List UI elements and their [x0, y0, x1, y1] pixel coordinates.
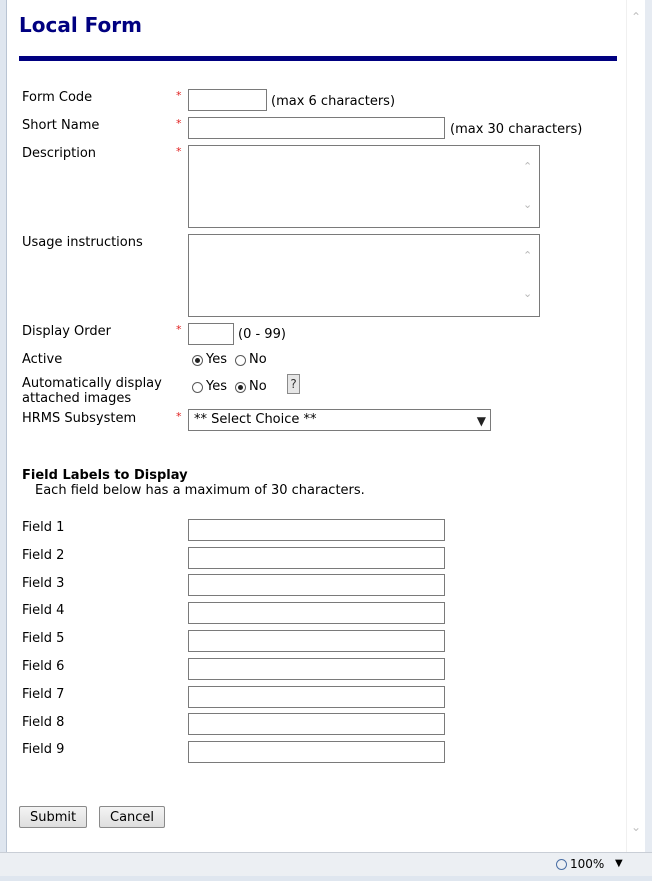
description-textarea[interactable] [188, 145, 540, 228]
required-marker: * [176, 323, 182, 336]
hrms-select[interactable] [188, 409, 491, 431]
page-title: Local Form [19, 13, 142, 37]
field-1-input[interactable] [188, 519, 445, 541]
required-marker: * [176, 117, 182, 130]
title-divider [19, 56, 617, 61]
field-labels-subtitle: Each field below has a maximum of 30 characters. [35, 483, 365, 498]
field-6-label: Field 6 [22, 659, 65, 674]
window-frame-right [645, 0, 652, 881]
hrms-label: HRMS Subsystem [22, 411, 137, 426]
field-4-input[interactable] [188, 602, 445, 624]
field-7-label: Field 7 [22, 687, 65, 702]
form-code-input[interactable] [188, 89, 267, 111]
window-frame-bottom [0, 876, 652, 881]
hrms-selected-value: ** Select Choice ** [194, 412, 317, 427]
field-2-input[interactable] [188, 547, 445, 569]
usage-textarea[interactable] [188, 234, 540, 317]
active-radio-group [192, 352, 275, 368]
zoom-control[interactable] [556, 857, 604, 871]
field-9-label: Field 9 [22, 742, 65, 757]
field-1-label: Field 1 [22, 520, 65, 535]
auto-display-label [22, 376, 162, 406]
active-yes-label[interactable]: Yes [206, 352, 227, 367]
chevron-down-icon[interactable]: ▼ [476, 414, 486, 428]
short-name-hint: (max 30 characters) [450, 122, 583, 137]
chevron-up-icon[interactable]: ⌃ [523, 160, 533, 173]
zoom-icon[interactable] [556, 859, 567, 870]
required-marker: * [176, 410, 182, 423]
field-5-input[interactable] [188, 630, 445, 652]
display-order-label: Display Order [22, 324, 111, 339]
display-order-hint: (0 - 99) [238, 327, 286, 342]
auto-display-radio-group [192, 379, 275, 395]
form-code-hint: (max 6 characters) [271, 94, 396, 109]
auto-display-no-radio[interactable] [235, 382, 246, 393]
form-page [7, 0, 626, 852]
usage-scrollbar[interactable] [520, 237, 538, 315]
auto-display-no-label[interactable]: No [249, 379, 267, 394]
window-frame-left [0, 0, 7, 881]
active-no-radio[interactable] [235, 355, 246, 366]
active-label: Active [22, 352, 63, 367]
field-5-label: Field 5 [22, 631, 65, 646]
chevron-up-icon[interactable]: ⌃ [523, 249, 533, 262]
status-bar [0, 852, 652, 876]
required-marker: * [176, 89, 182, 102]
chevron-down-icon[interactable]: ▼ [615, 858, 623, 869]
chevron-up-icon[interactable]: ⌃ [631, 10, 642, 24]
field-3-label: Field 3 [22, 576, 65, 591]
field-8-input[interactable] [188, 713, 445, 735]
usage-label: Usage instructions [22, 235, 143, 250]
required-marker: * [176, 145, 182, 158]
field-8-label: Field 8 [22, 715, 65, 730]
zoom-level[interactable]: 100% [570, 857, 605, 871]
description-scrollbar[interactable] [520, 148, 538, 226]
field-labels-title: Field Labels to Display [22, 468, 188, 483]
display-order-input[interactable] [188, 323, 234, 345]
description-label: Description [22, 146, 97, 161]
auto-display-label-line2: attached images [22, 391, 132, 406]
auto-display-yes-label[interactable]: Yes [206, 379, 227, 394]
active-no-label[interactable]: No [249, 352, 267, 367]
short-name-input[interactable] [188, 117, 445, 139]
field-2-label: Field 2 [22, 548, 65, 563]
chevron-down-icon[interactable]: ⌄ [523, 198, 533, 211]
short-name-label: Short Name [22, 118, 100, 133]
field-6-input[interactable] [188, 658, 445, 680]
cancel-button[interactable]: Cancel [99, 806, 165, 828]
field-4-label: Field 4 [22, 603, 65, 618]
field-7-input[interactable] [188, 686, 445, 708]
chevron-down-icon[interactable]: ⌄ [631, 820, 642, 834]
auto-display-label-line1: Automatically display [22, 376, 162, 391]
active-yes-radio[interactable] [192, 355, 203, 366]
chevron-down-icon[interactable]: ⌄ [523, 287, 533, 300]
submit-button[interactable]: Submit [19, 806, 87, 828]
page-scrollbar[interactable] [626, 0, 646, 852]
field-3-input[interactable] [188, 574, 445, 596]
help-button[interactable]: ? [287, 374, 300, 394]
auto-display-yes-radio[interactable] [192, 382, 203, 393]
field-9-input[interactable] [188, 741, 445, 763]
form-code-label: Form Code [22, 90, 93, 105]
